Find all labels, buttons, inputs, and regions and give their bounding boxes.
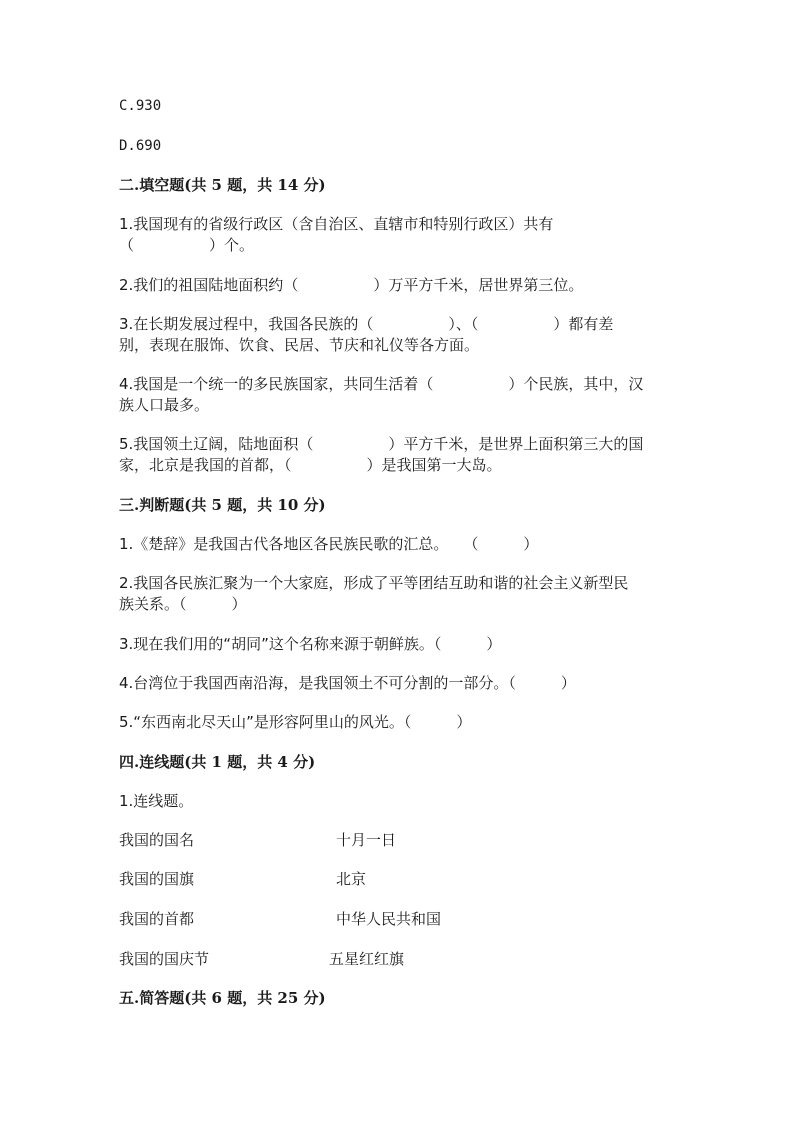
matching-q1: 1.连线题。 [119,792,194,810]
match-left-item: 我国的国名 [119,831,195,849]
match-left-item: 我国的首都 [119,910,195,928]
match-right-item: 中华人民共和国 [336,910,442,928]
fill-q4-line1: 4.我国是一个统一的多民族国家，共同生活着（ ）个民族，其中，汉 [119,375,644,393]
judge-q3: 3.现在我们用的“胡同”这个名称来源于朝鲜族。（ ） [119,635,502,653]
fill-q1-line1: 1.我国现有的省级行政区（含自治区、直辖市和特别行政区）共有 [119,215,554,233]
judge-q5: 5.“东西南北尽天山”是形容阿里山的风光。（ ） [119,713,472,731]
fill-q3-line1: 3.在长期发展过程中，我国各民族的（ ）、（ ）都有差 [119,315,614,333]
option-c: C.930 [119,98,162,114]
judge-q4: 4.台湾位于我国西南沿海，是我国领土不可分割的一部分。（ ） [119,674,576,692]
match-left-item: 我国的国庆节 [119,950,210,968]
section-heading-short-answer: 五.简答题(共 6 题，共 25 分) [119,989,326,1007]
judge-q1: 1.《楚辞》是我国古代各地区各民族民歌的汇总。 （ ） [119,535,539,553]
fill-q2-line1: 2.我们的祖国陆地面积约（ ）万平方千米，居世界第三位。 [119,276,584,294]
match-left-item: 我国的国旗 [119,870,195,888]
option-d: D.690 [119,138,162,154]
fill-q5-line1: 5.我国领土辽阔，陆地面积（ ）平方千米，是世界上面积第三大的国 [119,435,644,453]
match-right-item: 五星红红旗 [329,950,405,968]
section-heading-matching: 四.连线题(共 1 题，共 4 分) [119,753,316,771]
fill-q1-line2: （ ）个。 [119,236,255,254]
fill-q5-line2: 家，北京是我国的首都，（ ）是我国第一大岛。 [119,456,502,474]
section-heading-fill-blank: 二.填空题(共 5 题，共 14 分) [119,176,326,194]
match-right-item: 十月一日 [336,831,397,849]
fill-q3-line2: 别，表现在服饰、饮食、民居、节庆和礼仪等各方面。 [119,336,480,354]
fill-q4-line2: 族人口最多。 [119,396,210,414]
section-heading-true-false: 三.判断题(共 5 题，共 10 分) [119,496,326,514]
judge-q2-line2: 族关系。（ ） [119,595,247,613]
judge-q2-line1: 2.我国各民族汇聚为一个大家庭，形成了平等团结互助和谐的社会主义新型民 [119,574,629,592]
match-right-item: 北京 [336,870,367,888]
